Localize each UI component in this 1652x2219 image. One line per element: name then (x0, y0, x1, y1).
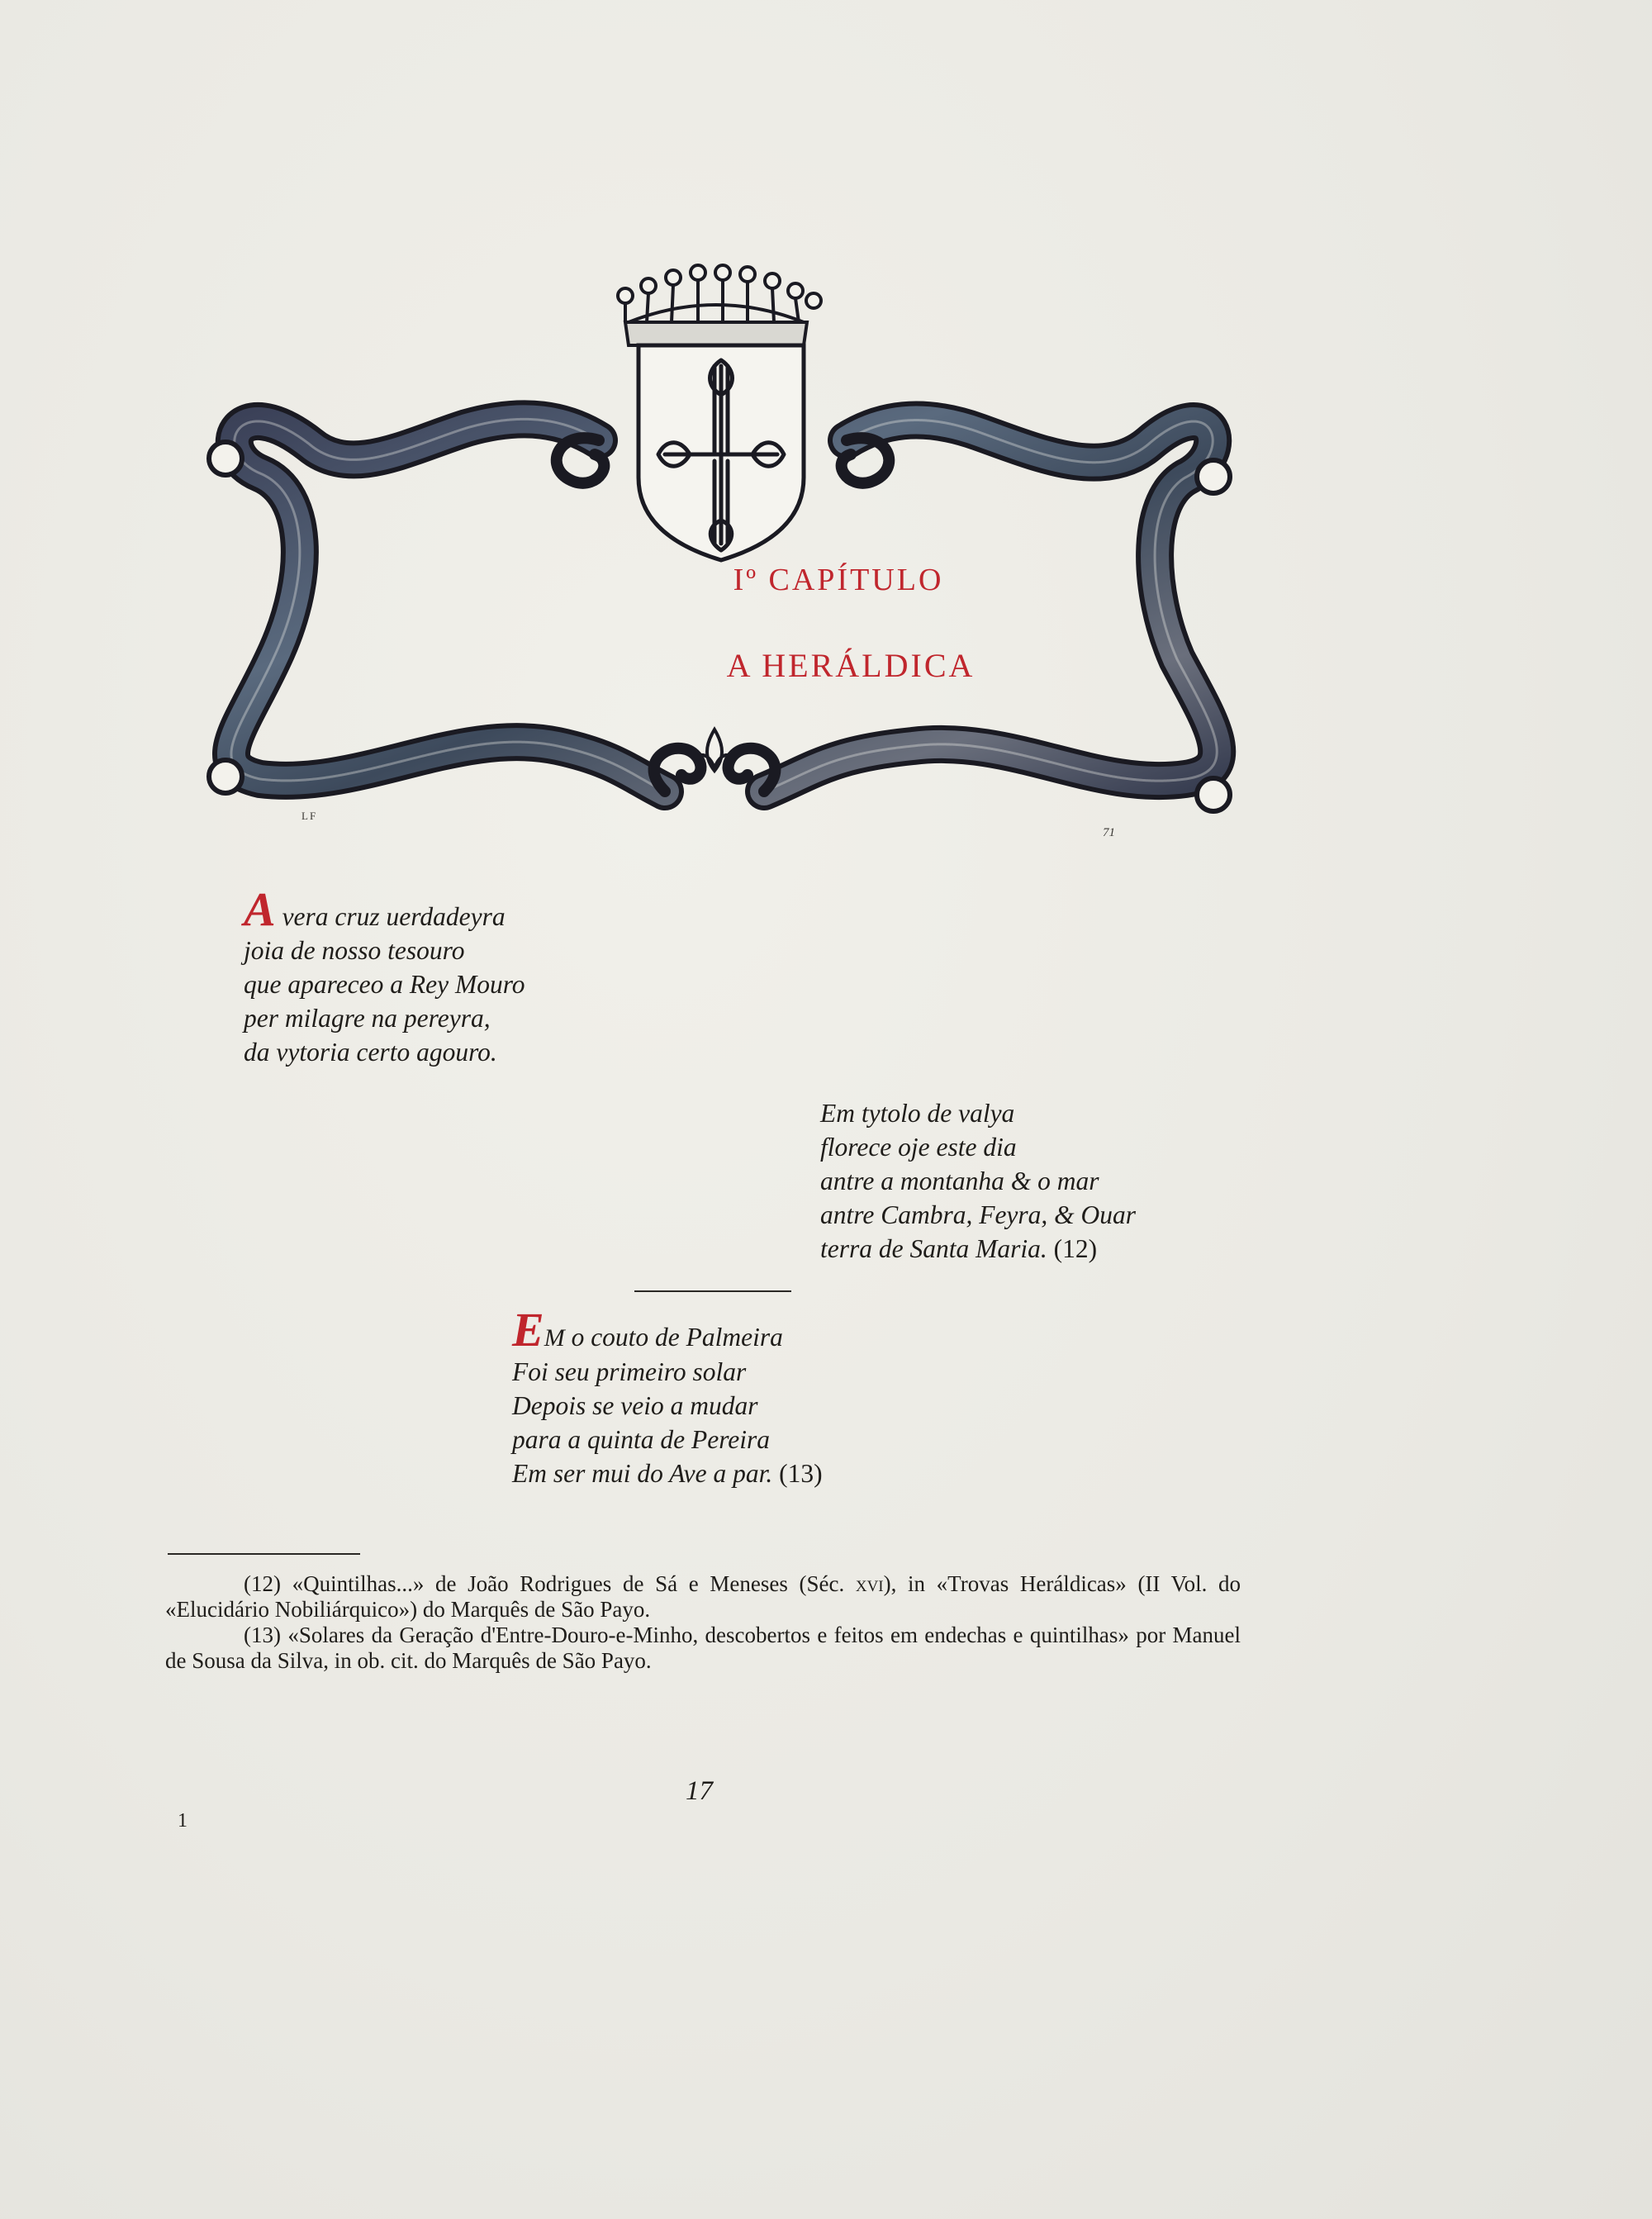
verse-line: joia de nosso tesouro (244, 936, 465, 965)
page-number: 17 (686, 1776, 713, 1806)
verse-line: para a quinta de Pereira (512, 1425, 771, 1454)
coronet-icon (618, 265, 821, 345)
verse-stanza-a (244, 882, 525, 1069)
verse-stanza-b (820, 1096, 1136, 1266)
footnote-text: ), in «Trovas Heráldicas» (II Vol. do «Elucidário Nobiliárquico») do Marquês de São Payo. (165, 1571, 1241, 1622)
heraldic-cartouche (186, 263, 1256, 851)
shield-icon (638, 345, 804, 560)
footnote-text: «Solares da Geração d'Entre-Douro-e-Minho, descobertos e feitos em endechas e quintilhas» por Manuel de Sousa da Silva, in ob. cit. do Marquês de São Payo. (165, 1623, 1241, 1673)
verse-line: florece oje este dia (820, 1133, 1017, 1162)
verse-line-text: Em ser mui do Ave a par. (512, 1459, 780, 1488)
verse-line: per milagre na pereyra, (244, 1004, 491, 1033)
footnote-marker: (13) (244, 1623, 281, 1647)
verse-line: que apareceo a Rey Mouro (244, 970, 525, 999)
footnote-reference: (12) (1053, 1234, 1098, 1263)
drop-cap: E (512, 1303, 544, 1357)
verse-line: Em tytolo de valya (820, 1099, 1015, 1128)
artist-signature: LF (301, 810, 318, 822)
verse-line (244, 882, 525, 936)
chapter-title: A HERÁLDICA (726, 647, 976, 684)
verse-line-rest: vera cruz uerdadeyra (275, 902, 506, 931)
verse-line (512, 1303, 823, 1357)
verse-stanza-c (512, 1303, 823, 1490)
footnote-marker: (12) (244, 1571, 281, 1596)
footnote-reference: (13) (779, 1459, 823, 1488)
verse-line: antre a montanha & o mar (820, 1167, 1099, 1195)
verse-line: antre Cambra, Feyra, & Ouar (820, 1200, 1137, 1229)
footnote-12 (165, 1571, 1241, 1623)
verse-line (820, 1232, 1136, 1266)
footnote-13 (165, 1623, 1241, 1674)
verse-line: Depois se veio a mudar (512, 1391, 758, 1420)
footnotes (165, 1571, 1241, 1674)
roman-century: xvi (855, 1571, 884, 1596)
footnote-rule (168, 1553, 360, 1555)
verse-line-rest: o couto de Palmeira (564, 1323, 783, 1352)
verse-line (512, 1456, 823, 1490)
drop-cap: A (244, 882, 276, 936)
verse-line: da vytoria certo agouro. (244, 1038, 497, 1067)
section-divider (634, 1290, 791, 1292)
sheet-signature-number: 1 (178, 1810, 188, 1832)
verse-line: Foi seu primeiro solar (512, 1357, 747, 1386)
artist-date-mark: 71 (1103, 826, 1115, 839)
chapter-number: Iº CAPÍTULO (733, 563, 944, 597)
footnote-text: «Quintilhas...» de João Rodrigues de Sá e Meneses (Séc. (280, 1571, 856, 1596)
small-caps-letter: M (544, 1324, 565, 1352)
verse-line-text: terra de Santa Maria. (820, 1234, 1054, 1263)
